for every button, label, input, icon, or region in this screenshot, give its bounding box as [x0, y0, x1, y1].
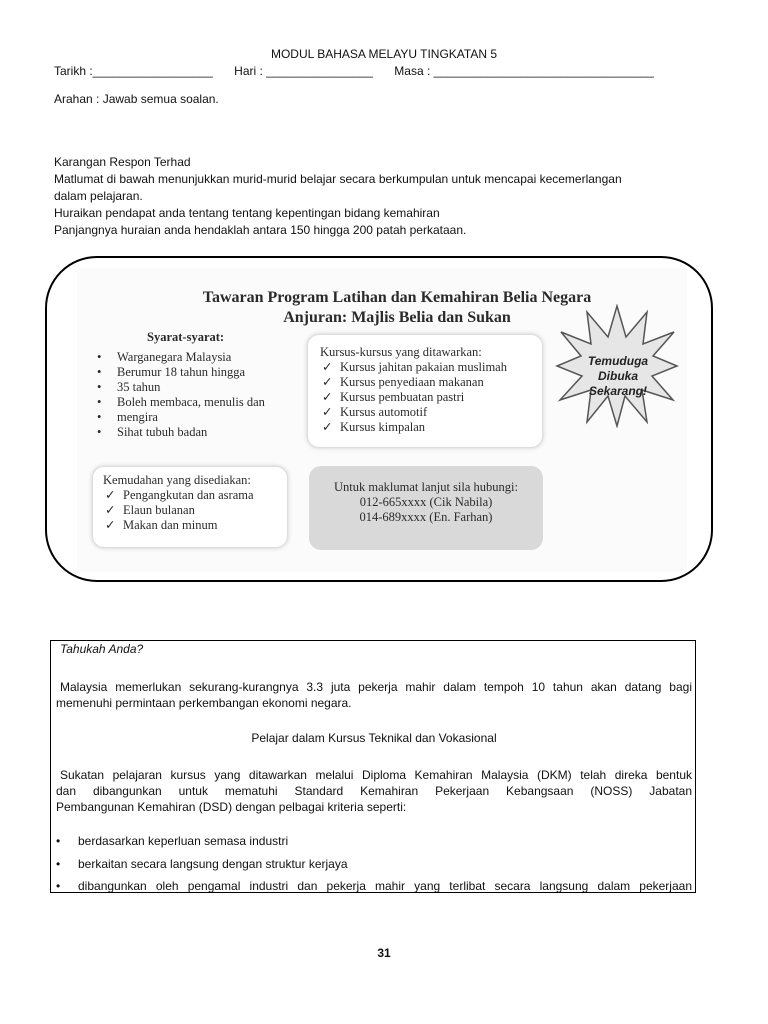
facilities-heading: Kemudahan yang disediakan:: [103, 473, 251, 487]
check-icon: ✓: [322, 375, 333, 389]
list-item-label: berdasarkan keperluan semasa industri: [78, 834, 289, 848]
burst-line: Dibuka: [597, 369, 638, 383]
requirements-section: [87, 330, 287, 465]
list-item-label: Kursus kimpalan: [340, 420, 426, 434]
task-line: Matlumat di bawah menunjukkan murid-murid belajar secara berkumpulan untuk mencapai kecemerlangan: [54, 172, 622, 186]
list-item: [320, 390, 530, 405]
list-item: • Warganegara Malaysia: [87, 350, 287, 364]
courses-heading: Kursus-kursus yang ditawarkan:: [320, 345, 482, 359]
bullet-icon: •: [56, 857, 61, 871]
list-item-label: Kursus pembuatan pastri: [340, 390, 465, 404]
requirements-list: [87, 350, 287, 439]
poster-title-line: Tawaran Program Latihan dan Kemahiran Belia Negara: [202, 289, 592, 306]
contact-section: [309, 466, 543, 550]
task-heading: Karangan Respon Terhad: [54, 155, 191, 169]
list-item: [320, 360, 530, 375]
list-item-label: Elaun bulanan: [123, 503, 195, 517]
check-icon: ✓: [322, 420, 333, 434]
info-box: [50, 640, 696, 893]
check-icon: ✓: [322, 390, 333, 404]
poster-title: [187, 288, 607, 328]
page-number: 31: [377, 946, 391, 960]
bullet-icon: •: [56, 879, 61, 893]
instruction-text: Arahan : Jawab semua soalan.: [54, 92, 219, 106]
check-icon: ✓: [105, 488, 116, 502]
list-item-label: Pengangkutan dan asrama: [123, 488, 254, 502]
list-item-label: Makan dan minum: [123, 518, 218, 532]
paragraph-line: Malaysia memerlukan sekurang-kurangnya 3.3 juta pekerja mahir dalam tempoh 10 tahun akan datang bagi: [60, 680, 692, 694]
list-item: [320, 420, 530, 435]
info-box-title: Tahukah Anda?: [60, 642, 144, 656]
courses-list: [320, 360, 530, 435]
list-item: [103, 518, 277, 533]
info-subheading: Pelajar dalam Kursus Teknikal dan Vokasional: [251, 731, 497, 745]
module-title: MODUL BAHASA MELAYU TINGKATAN 5: [270, 47, 498, 61]
poster-subtitle: Anjuran: Majlis Belia dan Sukan: [283, 309, 511, 326]
paragraph-line: Sukatan pelajaran kursus yang ditawarkan melalui Diploma Kemahiran Malaysia (DKM) telah direka bentuk: [60, 768, 692, 782]
list-item-continuation: • mengira: [87, 410, 287, 424]
list-item-label: berkaitan secara langsung dengan struktur kerjaya: [78, 857, 348, 871]
list-item: • Sihat tubuh badan: [87, 425, 287, 439]
paragraph-line: dan dibangunkan untuk mematuhi Standard Kemahiran Pekerjaan Kebangsaan (NOSS) Jabatan: [56, 784, 692, 798]
bullet-icon: •: [56, 834, 61, 848]
poster-image: [77, 268, 687, 572]
task-line: Panjangnya huraian anda hendaklah antara 150 hingga 200 patah perkataan.: [54, 223, 467, 237]
contact-heading: Untuk maklumat lanjut sila hubungi:: [333, 480, 518, 494]
burst-line: Sekarang!: [588, 384, 648, 398]
day-field: Hari : ________________: [234, 64, 373, 78]
header-row: [54, 64, 672, 78]
list-item-label: Kursus penyediaan makanan: [340, 375, 484, 389]
list-item-label: Kursus automotif: [340, 405, 428, 419]
poster-frame: [45, 256, 713, 582]
task-line: Huraikan pendapat anda tentang tentang kepentingan bidang kemahiran: [54, 206, 440, 220]
contact-phone: 012-665xxxx (Cik Nabila): [359, 495, 493, 509]
contact-phone: 014-689xxxx (En. Farhan): [359, 510, 493, 524]
courses-section: [307, 334, 543, 448]
facilities-list: [103, 488, 277, 533]
facilities-section: [92, 466, 288, 548]
list-item: [103, 488, 277, 503]
list-item: • Berumur 18 tahun hingga: [87, 365, 287, 379]
task-line: dalam pelajaran.: [54, 189, 143, 203]
check-icon: ✓: [322, 405, 333, 419]
list-item-continuation: • 35 tahun: [87, 380, 287, 394]
task-block: [54, 154, 714, 239]
check-icon: ✓: [322, 360, 333, 374]
list-item-label: dibangunkan oleh pengamal industri dan pekerja mahir yang terlibat secara langsung dalam pekerjaan: [78, 879, 692, 893]
burst-text: [563, 354, 673, 399]
paragraph-line: Pembangunan Kemahiran (DSD) dengan pelbagai kriteria seperti:: [56, 800, 407, 814]
time-field: Masa : _________________________________: [394, 64, 654, 78]
list-item: [320, 405, 530, 420]
date-field: Tarikh :__________________: [54, 64, 213, 78]
burst-line: Temuduga: [587, 354, 649, 368]
check-icon: ✓: [105, 503, 116, 517]
list-item: [103, 503, 277, 518]
requirements-heading: Syarat-syarat:: [147, 330, 225, 344]
check-icon: ✓: [105, 518, 116, 532]
list-item: • Boleh membaca, menulis dan: [87, 395, 287, 409]
paragraph-line: memenuhi permintaan perkembangan ekonomi negara.: [56, 696, 352, 710]
list-item-label: Kursus jahitan pakaian muslimah: [340, 360, 507, 374]
list-item: [320, 375, 530, 390]
